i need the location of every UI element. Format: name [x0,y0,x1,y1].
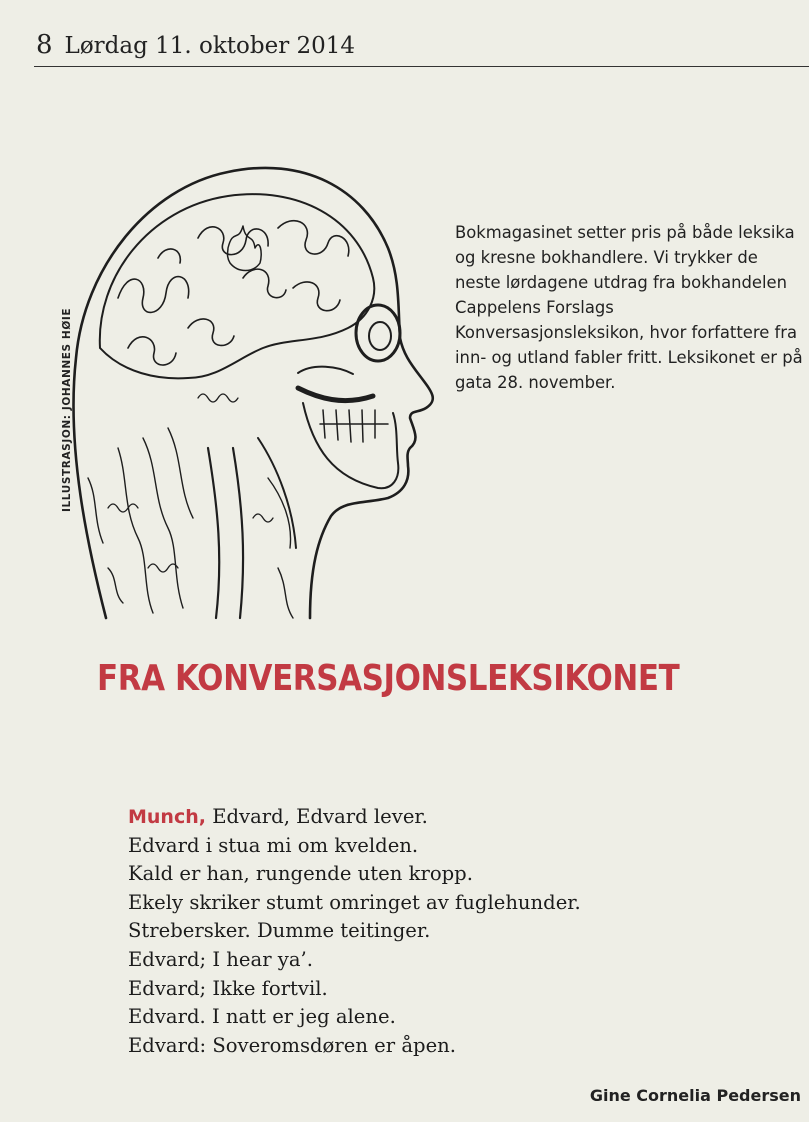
page-header [36,30,355,60]
head-outline [73,168,432,618]
poem-line: Strebersker. Dumme teitinger. [128,919,431,943]
eye-socket [356,305,400,361]
illustration-credit: ILLUSTRASJON: JOHANNES HØIE [61,307,73,512]
neck-muscles [88,428,293,618]
brain-folds [118,221,349,365]
issue-date: Lørdag 11. oktober 2014 [64,33,356,59]
poem-line [128,803,581,832]
nerve-squiggles [108,394,273,572]
anatomical-head-icon [48,148,448,628]
brain-outline [100,194,374,378]
poem-line: Edvard; Ikke fortvil. [128,976,328,1000]
entry-word: Munch, [128,806,206,828]
header-rule [34,66,809,67]
poem-line: Edvard: Soveromsdøren er åpen. [128,1033,457,1057]
page-number: 8 [36,30,53,60]
author-byline: Gine Cornelia Pedersen [589,1086,801,1105]
poem-line: Kald er han, rungende uten kropp. [128,862,473,886]
intro-text: Bokmagasinet setter pris på både leksika og kresne bokhandlere. Vi trykker de neste lørdagene utdrag fra bokhandelen Cappelens Forslags Konversasjonsleksikon, hvor forfattere fra inn- og utland fabler fritt. Leksikonet er på gata 28. november. [455,223,803,392]
jaw [303,403,398,488]
spine [208,448,219,618]
poem-first-line: Edvard, Edvard lever. [205,805,428,828]
poem-line: Edvard. I natt er jeg alene. [128,1005,396,1029]
article-title: FRA KONVERSASJONSLEKSIKONET [97,658,680,699]
poem-line: Ekely skriker stumt omringet av fuglehunder. [128,890,581,914]
poem-line: Edvard i stua mi om kvelden. [128,833,419,857]
teeth [320,410,388,442]
poem-line: Edvard; I hear ya’. [128,947,314,971]
flame-detail [228,226,262,271]
poem [128,803,581,1060]
